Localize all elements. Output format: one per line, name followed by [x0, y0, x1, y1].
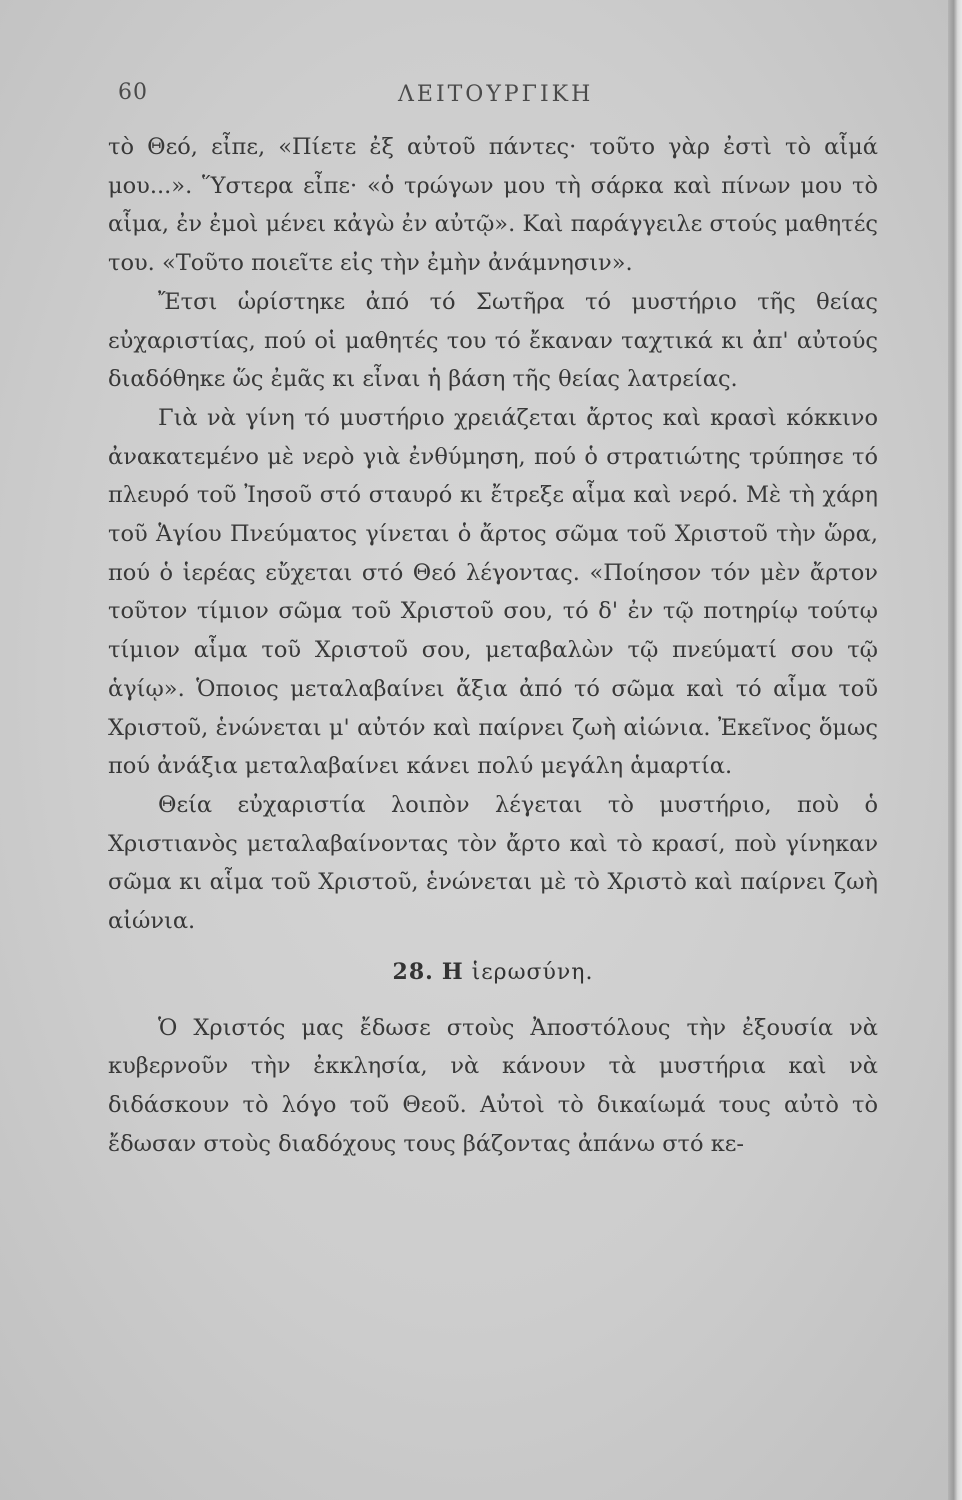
- section-title: ἱερωσύνη.: [471, 959, 594, 985]
- paragraph-1: τὸ Θεό, εἶπε, «Πίετε ἐξ αὐτοῦ πάντες· τοῦτο γὰρ ἐστὶ τὸ αἷμά μου...». Ὕστερα εἶπε· «ὁ τρώγων μου τὴ σάρκα καὶ πίνων μου τὸ αἷμα, ἐν ἐμοὶ μένει κἀγὼ ἐν αὐτῷ». Καὶ παράγγειλε στούς μαθητές του. «Τοῦτο ποιεῖτε εἰς τὴν ἐμὴν ἀνάμνησιν».: [108, 134, 878, 277]
- running-head: ΛΕΙΤΟΥΡΓΙΚΗ: [398, 82, 594, 107]
- page-edge: [948, 0, 962, 1500]
- page-number: 60: [118, 80, 148, 105]
- paragraph-4: Θεία εὐχαριστία λοιπὸν λέγεται τὸ μυστήριο, ποὺ ὁ Χριστιανὸς μεταλαβαίνοντας τὸν ἄρτο καὶ τὸ κρασί, ποὺ γίνηκαν σῶμα κι αἷμα τοῦ Χριστοῦ, ἑνώνεται μὲ τὸ Χριστὸ καὶ παίρνει ζωὴ αἰώνια.: [108, 791, 878, 935]
- paragraph-2: Ἔτσι ὡρίστηκε ἀπό τό Σωτῆρα τό μυστήριο τῆς θείας εὐχαριστίας, πού οἱ μαθητές του τό ἔκαναν ταχτικά κι ἀπ' αὐτούς διαδόθηκε ὥς ἐμᾶς κι εἶναι ἡ βάση τῆς θείας λατρείας.: [108, 288, 878, 393]
- section-paragraph-1: Ὁ Χριστός μας ἔδωσε στοὺς Ἀποστόλους τὴν ἐξουσία νὰ κυβερνοῦν τὴν ἐκκλησία, νὰ κάνουν τὰ μυστήρια καὶ νὰ διδάσκουν τὸ λόγο τοῦ Θεοῦ. Αὐτοὶ τὸ δικαίωμά τους αὐτὸ τὸ ἔδωσαν στοὺς διαδόχους τους βάζοντας ἀπάνω στό κε-: [108, 1014, 878, 1157]
- page-body: [108, 128, 878, 1164]
- paragraph-3: Γιὰ νὰ γίνη τό μυστήριο χρειάζεται ἄρτος καὶ κρασὶ κόκκινο ἀνακατεμένο μὲ νερὸ γιὰ ἐνθύμηση, πού ὁ στρατιώτης τρύπησε τό πλευρό τοῦ Ἰησοῦ στό σταυρό κι ἔτρεξε αἷμα καὶ νερό. Μὲ τὴ χάρη τοῦ Ἁγίου Πνεύματος γίνεται ὁ ἄρτος σῶμα τοῦ Χριστοῦ τὴν ὥρα, πού ὁ ἱερέας εὔχεται στό Θεό λέγοντας. «Ποίησον τόν μὲν ἄρτον τοῦτον τίμιον σῶμα τοῦ Χριστοῦ σου, τό δ' ἐν τῷ ποτηρίῳ τούτῳ τίμιον αἷμα τοῦ Χριστοῦ σου, μεταβαλὼν τῷ πνεύματί σου τῷ ἁγίῳ». Ὁποιος μεταλαβαίνει ἄξια ἀπό τό σῶμα καὶ τό αἷμα τοῦ Χριστοῦ, ἑνώνεται μ' αὐτόν καὶ παίρνει ζωὴ αἰώνια. Ἐκεῖνος ὅμως πού ἀνάξια μεταλαβαίνει κάνει πολύ μεγάλη ἁμαρτία.: [108, 404, 878, 780]
- page-header: [118, 80, 878, 120]
- section-heading: [108, 959, 878, 985]
- section-title-initial: Η: [441, 958, 464, 985]
- section-number: 28.: [392, 958, 434, 985]
